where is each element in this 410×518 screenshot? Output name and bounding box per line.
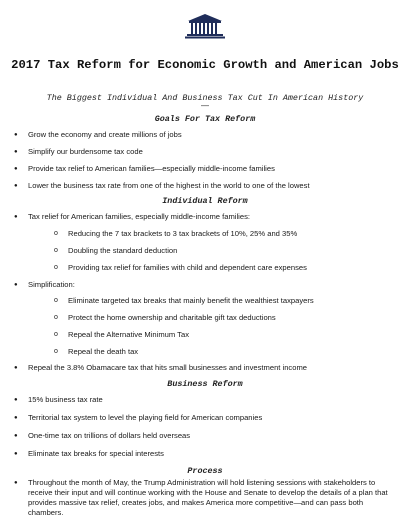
business-item: ● 15% business tax rate (28, 395, 103, 405)
goal-item: ● Simplify our burdensome tax code (28, 147, 143, 157)
goal-item: ● Lower the business tax rate from one of the highest in the world to one of the lowest (28, 181, 310, 191)
individual-subitem: o Repeal the death tax (68, 347, 138, 357)
document-subtitle: The Biggest Individual And Business Tax Cut In American History (46, 93, 364, 103)
goals-heading: Goals For Tax Reform (154, 114, 256, 124)
individual-subitem: o Doubling the standard deduction (68, 246, 177, 256)
business-item: ● Eliminate tax breaks for special interests (28, 449, 164, 459)
document-title: 2017 Tax Reform for Economic Growth and American Jobs (11, 58, 399, 72)
individual-item: ● Repeal the 3.8% Obamacare tax that hits small businesses and investment income (28, 363, 307, 373)
individual-item: ● Tax relief for American families, especially middle-income families: (28, 212, 250, 222)
business-item: ● One-time tax on trillions of dollars held overseas (28, 431, 190, 441)
business-heading: Business Reform (167, 379, 243, 389)
white-house-icon (184, 12, 226, 40)
process-paragraph: ● Throughout the month of May, the Trump Administration will hold listening sessions with stakeholders to receive their input and will continue working with the House and Senate to develop the details of a plan that provides massive tax relief, creates jobs, and makes America more competitive—and can pass both chambers. (28, 478, 400, 518)
individual-subitem: o Providing tax relief for families with child and dependent care expenses (68, 263, 307, 273)
process-heading: Process (187, 466, 223, 476)
individual-subitem: o Reducing the 7 tax brackets to 3 tax brackets of 10%, 25% and 35% (68, 229, 297, 239)
title-divider: — (201, 101, 209, 110)
individual-subitem: o Eliminate targeted tax breaks that mainly benefit the wealthiest taxpayers (68, 296, 314, 306)
goal-item: ● Grow the economy and create millions of jobs (28, 130, 182, 140)
individual-item: ● Simplification: (28, 280, 75, 290)
individual-subitem: o Protect the home ownership and charitable gift tax deductions (68, 313, 276, 323)
individual-subitem: o Repeal the Alternative Minimum Tax (68, 330, 189, 340)
business-item: ● Territorial tax system to level the playing field for American companies (28, 413, 262, 423)
goal-item: ● Provide tax relief to American families—especially middle-income families (28, 164, 275, 174)
individual-heading: Individual Reform (162, 196, 248, 206)
